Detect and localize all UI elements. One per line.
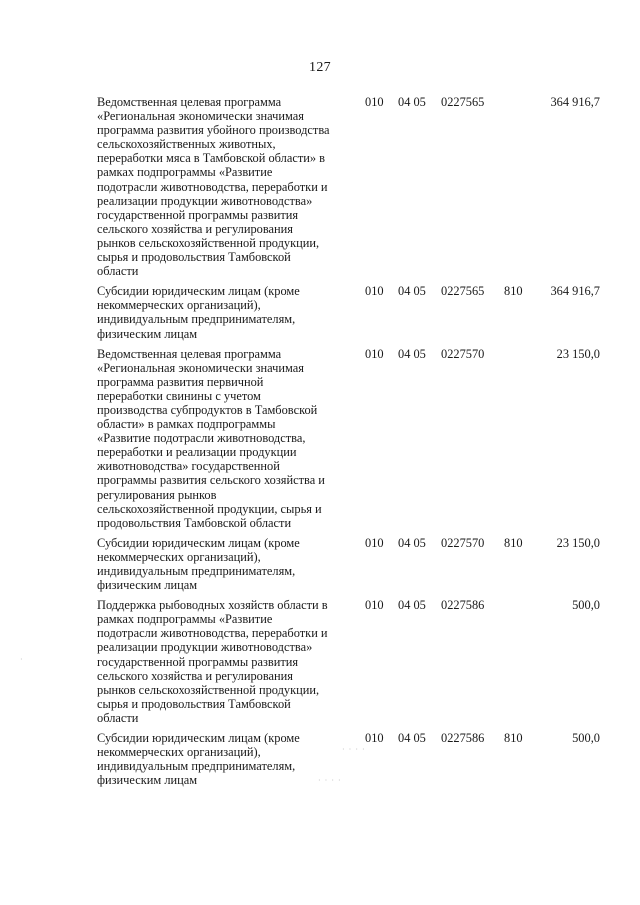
row-target-article-code: 0227570 (441, 535, 485, 550)
row-ved-code: 010 (365, 598, 384, 613)
scan-smudge: · (20, 655, 24, 664)
row-amount: 23 150,0 (556, 346, 600, 361)
row-expense-type-code: 810 (504, 731, 523, 746)
row-description: Поддержка рыбоводных хозяйств области в рамках подпрограммы «Развитие подотрасли животноводства, переработки и реализации продукции животноводства» государственной программы развития сельского хозяйства и регулирования рынков сельскохозяйственной продукции, сырья и продовольствия Тамбовской области (97, 598, 328, 725)
row-section-code: 04 05 (398, 598, 426, 613)
row-section-code: 04 05 (398, 346, 426, 361)
table-row (0, 598, 640, 725)
row-description: Ведомственная целевая программа «Региональная экономически значимая программа развития первичной переработки свинины с учетом производства субпродуктов в Тамбовской области» в рамках подпрограммы «Развитие подотрасли животноводства, переработки и реализации продукции животноводства» государственной программы развития сельского хозяйства и регулирования рынков сельскохозяйственной продукции, сырья и продовольствия Тамбовской области (97, 346, 325, 530)
page-number: 127 (309, 60, 331, 75)
budget-table (0, 95, 640, 793)
row-target-article-code: 0227570 (441, 346, 485, 361)
row-target-article-code: 0227565 (441, 284, 485, 299)
row-section-code: 04 05 (398, 284, 426, 299)
row-section-code: 04 05 (398, 535, 426, 550)
table-row (0, 95, 640, 278)
table-row (0, 536, 640, 592)
row-amount: 500,0 (572, 598, 600, 613)
row-ved-code: 010 (365, 284, 384, 299)
row-expense-type-code: 810 (504, 535, 523, 550)
row-section-code: 04 05 (398, 731, 426, 746)
row-ved-code: 010 (365, 95, 384, 109)
row-ved-code: 010 (365, 346, 384, 361)
row-target-article-code: 0227586 (441, 598, 485, 613)
row-target-article-code: 0227565 (441, 95, 485, 109)
table-row (0, 347, 640, 530)
row-description: Субсидии юридическим лицам (кроме некоммерческих организаций), индивидуальным предпринимателям, физическим лицам (97, 284, 300, 341)
row-amount: 500,0 (572, 731, 600, 746)
scan-smudge: · · · · (318, 776, 342, 785)
table-row (0, 284, 640, 340)
row-amount: 23 150,0 (556, 535, 600, 550)
row-section-code: 04 05 (398, 95, 426, 109)
row-description: Ведомственная целевая программа «Региональная экономически значимая программа развития убойного производства сельскохозяйственных животных, переработки мяса в Тамбовской области» в рамках подпрограммы «Развитие подотрасли животноводства, переработки и реализации продукции животноводства» государственной программы развития сельского хозяйства и регулирования рынков сельскохозяйственной продукции, сырья и продовольствия Тамбовской области (97, 95, 330, 279)
row-ved-code: 010 (365, 731, 384, 746)
scan-smudge: · · · · (342, 745, 366, 754)
row-ved-code: 010 (365, 535, 384, 550)
row-amount: 364 916,7 (550, 284, 600, 299)
row-expense-type-code: 810 (504, 284, 523, 299)
row-description: Субсидии юридическим лицам (кроме некоммерческих организаций), индивидуальным предпринимателям, физическим лицам (97, 731, 300, 788)
row-amount: 364 916,7 (550, 95, 600, 109)
row-description: Субсидии юридическим лицам (кроме некоммерческих организаций), индивидуальным предпринимателям, физическим лицам (97, 535, 300, 593)
row-target-article-code: 0227586 (441, 731, 485, 746)
